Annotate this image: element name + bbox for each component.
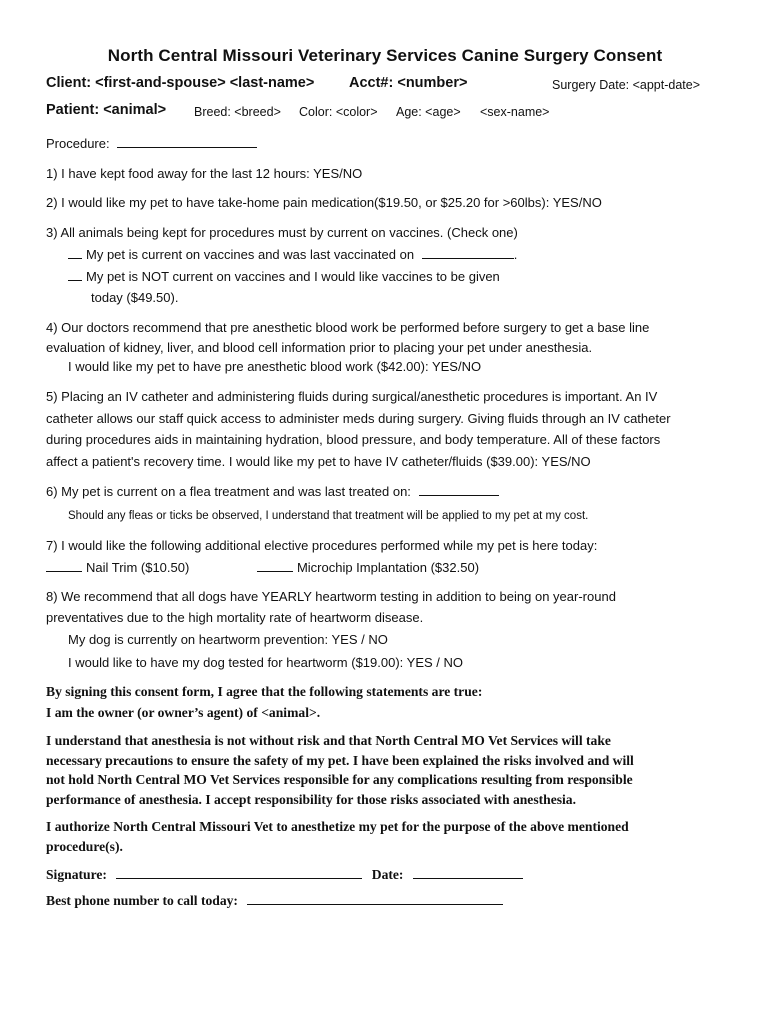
signature-blank[interactable]	[116, 865, 362, 879]
account-number-field: Acct#: <number>	[349, 75, 468, 91]
date-blank[interactable]	[413, 865, 523, 879]
question-5-line-3: during procedures aids in maintaining hydration, blood pressure, and body temperature. All of these factors	[46, 432, 661, 447]
nail-trim-blank[interactable]	[46, 559, 82, 572]
nail-trim-text: Nail Trim ($10.50)	[86, 560, 190, 575]
consent-statement-3-line-2: necessary precautions to ensure the safety of my pet. I have been explained the risks involved and will	[46, 753, 634, 768]
consent-statement-2: I am the owner (or owner’s agent) of <animal>.	[46, 705, 321, 720]
consent-statement-3-line-4: performance of anesthesia. I accept responsibility for those risks associated with anesthesia.	[46, 792, 577, 807]
procedure-blank[interactable]	[117, 135, 257, 148]
question-3-option-not-current	[68, 268, 500, 284]
question-8-line-1: 8) We recommend that all dogs have YEARLY heartworm testing in addition to being on year-round	[46, 589, 616, 604]
breed-field: Breed: <breed>	[194, 105, 281, 119]
consent-statement-1: By signing this consent form, I agree that the following statements are true:	[46, 684, 483, 699]
phone-blank[interactable]	[247, 891, 503, 905]
microchip-text: Microchip Implantation ($32.50)	[296, 560, 480, 575]
procedure-label: Procedure:	[46, 136, 110, 151]
question-8-line-4: I would like to have my dog tested for heartworm ($19.00): YES / NO	[68, 655, 464, 670]
phone-row	[46, 891, 503, 909]
question-6	[46, 483, 499, 499]
color-field: Color: <color>	[299, 105, 378, 119]
question-3: 3) All animals being kept for procedures must by current on vaccines. (Check one)	[46, 225, 518, 240]
sex-field: <sex-name>	[480, 105, 550, 119]
form-title: North Central Missouri Veterinary Services Canine Surgery Consent	[107, 46, 663, 65]
question-7: 7) I would like the following additional elective procedures performed while my pet is here today:	[46, 538, 598, 553]
question-2: 2) I would like my pet to have take-home pain medication($19.50, or $25.20 for >60lbs): YES/NO	[46, 195, 602, 210]
question-4-line-2: evaluation of kidney, liver, and blood cell information prior to placing your pet under anesthesia.	[46, 340, 593, 355]
client-field: Client: <first-and-spouse> <last-name>	[46, 75, 315, 91]
flea-treatment-date-blank[interactable]	[419, 483, 499, 496]
surgery-date-field: Surgery Date: <appt-date>	[552, 78, 701, 92]
checkbox-blank-not-current[interactable]	[68, 268, 82, 281]
question-5-line-1: 5) Placing an IV catheter and administering fluids during surgical/anesthetic procedures is important. An IV	[46, 389, 658, 404]
question-3-option-not-current-cont: today ($49.50).	[91, 290, 179, 305]
question-5-line-2: catheter allows our staff quick access to administer meds during surgery. Giving fluids through an IV catheter	[46, 411, 671, 426]
consent-statement-4-line-1: I authorize North Central Missouri Vet to anesthetize my pet for the purpose of the above mentioned	[46, 819, 629, 834]
option-current-text: My pet is current on vaccines and was last vaccinated on	[86, 247, 415, 262]
last-vaccinated-blank[interactable]	[422, 246, 514, 259]
date-label: Date:	[371, 867, 404, 882]
procedure-row	[46, 135, 257, 151]
question-8-line-3: My dog is currently on heartworm prevention: YES / NO	[68, 632, 388, 647]
question-5-line-4: affect a patient's recovery time. I would like my pet to have IV catheter/fluids ($39.00): YES/NO	[46, 454, 591, 469]
signature-row	[46, 865, 523, 883]
question-3-option-current: My pet is current on vaccines and was last vaccinated on .	[68, 246, 517, 262]
patient-field: Patient: <animal>	[46, 102, 167, 118]
option-not-current-text: My pet is NOT current on vaccines and I would like vaccines to be given	[86, 269, 500, 284]
question-6-text: 6) My pet is current on a flea treatment and was last treated on:	[46, 484, 411, 499]
consent-statement-4-line-2: procedure(s).	[46, 839, 123, 854]
checkbox-blank-current[interactable]	[68, 246, 82, 259]
question-4-line-3: I would like my pet to have pre anesthetic blood work ($42.00): YES/NO	[68, 359, 482, 374]
question-8-line-2: preventatives due to the high mortality rate of heartworm disease.	[46, 610, 424, 625]
microchip-blank[interactable]	[257, 559, 293, 572]
consent-statement-3-line-1: I understand that anesthesia is not without risk and that North Central MO Vet Services will take	[46, 733, 611, 748]
question-7-options	[46, 559, 479, 575]
question-1: 1) I have kept food away for the last 12 hours: YES/NO	[46, 166, 363, 181]
consent-statement-3-line-3: not hold North Central MO Vet Services responsible for any complications resulting from responsible	[46, 772, 633, 787]
signature-label: Signature:	[46, 867, 107, 882]
question-4-line-1: 4) Our doctors recommend that pre anesthetic blood work be performed before surgery to get a base line	[46, 320, 650, 335]
phone-label: Best phone number to call today:	[46, 893, 238, 908]
age-field: Age: <age>	[396, 105, 461, 119]
question-6-note: Should any fleas or ticks be observed, I understand that treatment will be applied to my pet at my cost.	[68, 510, 589, 522]
